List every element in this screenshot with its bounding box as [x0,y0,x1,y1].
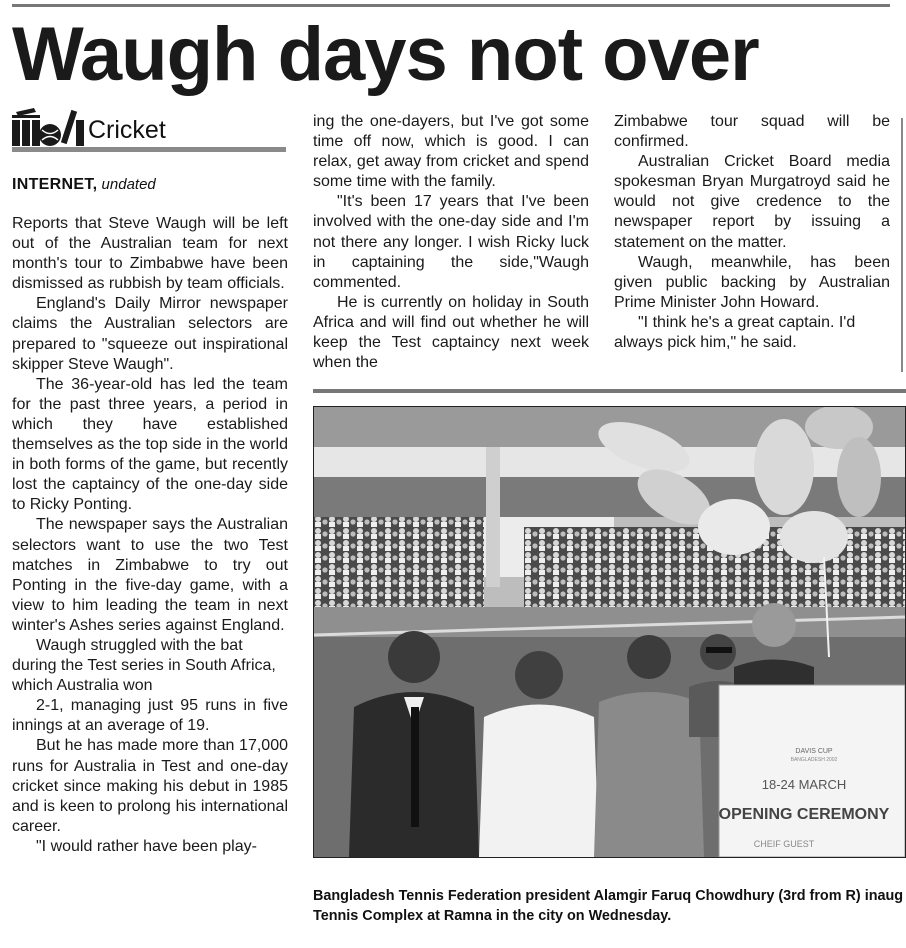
dateline [12,176,156,194]
dateline-place: INTERNET, [12,176,98,193]
article-column-3 [614,112,890,353]
banner-text: CHEIF GUEST [753,839,815,849]
paragraph: But he has made more than 17,000 runs for Australia in Test and one-day cricket since making his debut in 1985 and is keen to prolong his international career. [12,737,288,835]
photo-rule [313,389,906,393]
paragraph: The 36-year-old has led the team for the past three years, a period in which they have established themselves as the top side in the world in both forms of the game, but recently lost the captaincy of the one-day side to Ricky Ponting. [12,375,288,514]
section-rule [12,147,286,152]
column-divider [901,118,903,372]
paragraph: He is currently on holiday in South Africa and will find out whether he will keep the Test captaincy next week when the [313,293,589,372]
paragraph: Waugh struggled with the bat during the Test series in South Africa, which Australia won [12,636,276,695]
section-name: Cricket [88,116,166,144]
paragraph: England's Daily Mirror newspaper claims the Australian selectors are prepared to "squeeze out inspirational skipper Steve Waugh". [12,295,288,373]
caption-line: Bangladesh Tennis Federation president Alamgir Faruq Chowdhury (3rd from R) inaug [313,888,904,904]
paragraph: "It's been 17 years that I've been involved with the one-day side and I'm not there any longer. I wish Ricky luck in captaining the side,"Waugh commented. [313,193,589,291]
paragraph: Zimbabwe tour squad will be confirmed. [614,113,890,151]
paragraph: Australian Cricket Board media spokesman Bryan Murgatroyd said he would not give credence to the newspaper report by issuing a statement on the matter. [614,153,890,251]
headline: Waugh days not over [12,12,759,97]
photo-caption [313,886,906,926]
paragraph: "I think he's a great captain. I'd always pick him," he said. [614,313,856,352]
paragraph: 2-1, managing just 95 runs in five innings at an average of 19. [12,697,288,735]
top-rule [12,4,890,7]
banner-text: 18-24 MARCH [761,777,847,792]
cricket-icon [12,106,86,148]
paragraph: Reports that Steve Waugh will be left out of the Australian team for next month's tour to Zimbabwe have been dismissed as rubbish by team officials. [12,215,288,293]
paragraph: "I would rather have been play- [36,837,257,855]
paragraph: The newspaper says the Australian selectors want to use the two Test matches in Zimbabwe to try out Ponting in the five-day game, with a view to him leading the team in next winter's Ashes series against England. [12,516,288,634]
paragraph: Waugh, meanwhile, has been given public backing by Australian Prime Minister John Howard. [614,253,890,311]
news-photo [313,406,906,858]
section-header [12,104,288,152]
paragraph: ing the one-dayers, but I've got some time off now, which is good. I can relax, get away from cricket and spend some time with the family. [313,113,589,191]
banner-text: BANGLADESH 2002 [790,757,838,763]
banner-text: DAVIS CUP [795,748,833,755]
article-column-1 [12,214,288,857]
dateline-date: undated [101,176,156,193]
article-column-2 [313,112,589,373]
banner-text: OPENING CEREMONY [718,806,890,823]
caption-line: Tennis Complex at Ramna in the city on Wednesday. [313,908,672,924]
